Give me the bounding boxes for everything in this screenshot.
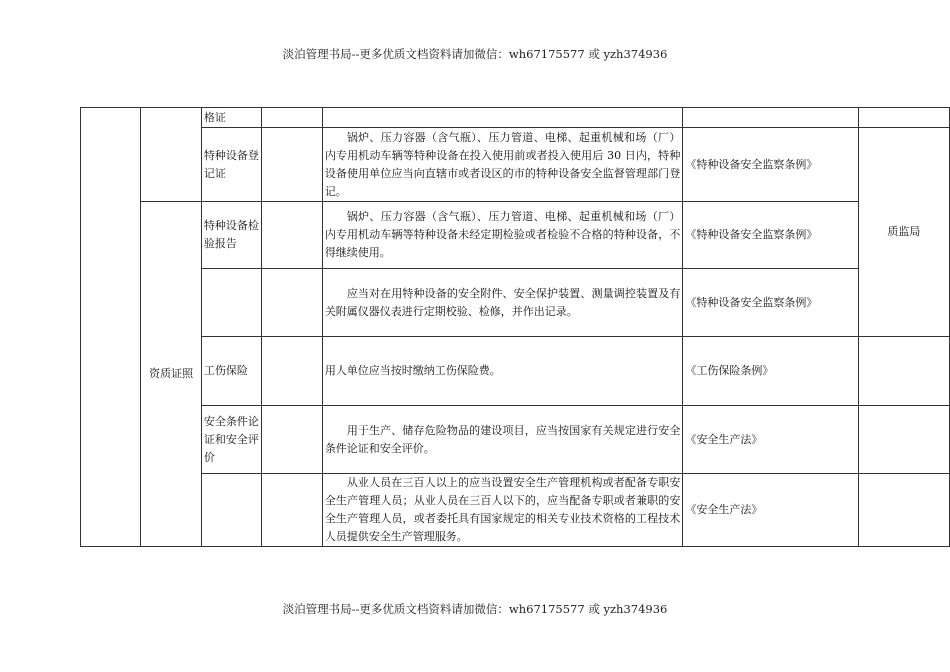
blank-cell bbox=[262, 128, 322, 202]
group-label-cell: 资质证照 bbox=[141, 202, 202, 547]
table-row bbox=[81, 202, 950, 269]
item-cell: 安全条件论证和安全评价 bbox=[201, 406, 262, 474]
basis-cell: 《工伤保险条例》 bbox=[683, 337, 858, 406]
regulation-table bbox=[80, 107, 950, 547]
department-cell-top bbox=[858, 108, 949, 128]
blank-cell bbox=[262, 406, 322, 474]
blank-cell bbox=[262, 474, 322, 547]
requirement-cell: 从业人员在三百人以上的应当设置安全生产管理机构或者配备专职安全生产管理人员；从业人员在三百人以下的，应当配备专职或者兼职的安全生产管理人员，或者委托具有国家规定的相关专业技术资格的工程技术人员提供安全生产管理服务。 bbox=[322, 474, 683, 547]
basis-cell: 《特种设备安全监察条例》 bbox=[683, 269, 858, 337]
requirement-cell: 用人单位应当按时缴纳工伤保险费。 bbox=[322, 337, 683, 406]
basis-cell bbox=[683, 108, 858, 128]
blank-cell bbox=[262, 269, 322, 337]
table-row bbox=[81, 128, 950, 202]
item-cell bbox=[201, 474, 262, 547]
basis-cell: 《特种设备安全监察条例》 bbox=[683, 128, 858, 202]
basis-cell: 《安全生产法》 bbox=[683, 474, 858, 547]
table-row bbox=[81, 108, 950, 128]
blank-cell bbox=[262, 337, 322, 406]
item-cell: 特种设备登记证 bbox=[201, 128, 262, 202]
basis-cell: 《特种设备安全监察条例》 bbox=[683, 202, 858, 269]
department-cell bbox=[858, 406, 949, 474]
table-row bbox=[81, 269, 950, 337]
item-cell: 特种设备检验报告 bbox=[201, 202, 262, 269]
requirement-cell: 锅炉、压力容器（含气瓶）、压力管道、电梯、起重机械和场（厂）内专用机动车辆等特种设备在投入使用前或者投入使用后 30 日内，特种设备使用单位应当向直辖市或者设区的市的特种设备安全监督管理部门登记。 bbox=[322, 128, 683, 202]
group-cell-top bbox=[141, 108, 202, 202]
table-row bbox=[81, 406, 950, 474]
requirement-cell: 应当对在用特种设备的安全附件、安全保护装置、测量调控装置及有关附属仪器仪表进行定期校验、检修，并作出记录。 bbox=[322, 269, 683, 337]
blank-cell bbox=[262, 108, 322, 128]
table-row bbox=[81, 474, 950, 547]
requirement-cell bbox=[322, 108, 683, 128]
item-cell bbox=[201, 269, 262, 337]
requirement-cell: 锅炉、压力容器（含气瓶）、压力管道、电梯、起重机械和场（厂）内专用机动车辆等特种设备未经定期检验或者检验不合格的特种设备，不得继续使用。 bbox=[322, 202, 683, 269]
item-cell: 格证 bbox=[201, 108, 262, 128]
blank-cell bbox=[262, 202, 322, 269]
requirement-cell: 用于生产、储存危险物品的建设项目，应当按国家有关规定进行安全条件论证和安全评价。 bbox=[322, 406, 683, 474]
page-footer: 淡泊管理书局--更多优质文档资料请加微信：wh67175577 或 yzh374936 bbox=[282, 602, 668, 616]
table-row bbox=[81, 337, 950, 406]
category-cell bbox=[81, 108, 141, 547]
department-cell bbox=[858, 337, 949, 406]
department-cell: 质监局 bbox=[858, 128, 949, 337]
department-cell bbox=[858, 474, 949, 547]
page-header: 淡泊管理书局--更多优质文档资料请加微信：wh67175577 或 yzh374936 bbox=[282, 47, 668, 61]
basis-cell: 《安全生产法》 bbox=[683, 406, 858, 474]
item-cell: 工伤保险 bbox=[201, 337, 262, 406]
